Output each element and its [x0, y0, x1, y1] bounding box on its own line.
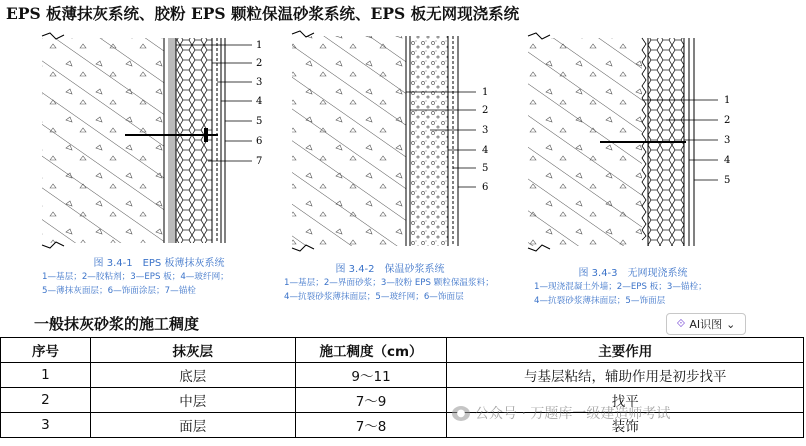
figure-1-caption: 图 3.4-1 EPS 板薄抹灰系统 — [93, 258, 225, 269]
table-header-row — [1, 338, 804, 363]
fig1-callout: 1 — [256, 40, 263, 51]
fig3-callout: 2 — [724, 115, 731, 126]
fig2-callout: 2 — [482, 105, 489, 116]
figure-2-legend-line: 1—基层；2—界面砂浆；3—胶粉 EPS 颗粒保温浆料； — [284, 278, 494, 288]
table-cell: 7～8 — [295, 413, 447, 438]
header-cell: 序号 — [1, 338, 91, 363]
watermark-text: 公众号 · 万题库一级建造师考试 — [475, 406, 671, 422]
watermark — [452, 403, 670, 423]
table-cell: 面层 — [90, 413, 295, 438]
fig3-callout: 5 — [724, 175, 731, 186]
ai-sparkle-icon: ⟐ — [676, 317, 686, 330]
table-cell: 找平 — [447, 388, 804, 413]
fig1-callout: 6 — [256, 136, 263, 147]
figure-1-legend-line: 5—薄抹灰面层；6—饰面涂层；7—锚栓 — [42, 286, 196, 296]
chevron-down-icon: ⌄ — [726, 317, 736, 331]
header-cell: 施工稠度（cm） — [295, 338, 447, 363]
figure-1-legend-line: 1—基层；2—胶粘剂；3—EPS 板；4—玻纤网； — [42, 272, 229, 282]
fig1-callout: 5 — [256, 116, 263, 127]
table-cell: 1 — [1, 363, 91, 388]
fig3-callout: 3 — [724, 135, 731, 146]
fig2-callout: 4 — [482, 145, 489, 156]
table-cell: 装饰 — [447, 413, 804, 438]
header-cell: 抹灰层 — [90, 338, 295, 363]
table-row — [1, 363, 804, 388]
fig3-callout: 1 — [724, 95, 731, 106]
figure-3-diagram — [528, 33, 730, 251]
figure-3-legend-line: 4—抗裂砂浆薄抹面层；5—饰面层 — [534, 296, 666, 306]
fig1-callout: 2 — [256, 58, 263, 69]
fig1-callout: 7 — [256, 156, 263, 167]
fig2-callout: 5 — [482, 163, 489, 174]
table-row — [1, 388, 804, 413]
figure-1-diagram — [42, 33, 262, 248]
table-cell: 与基层粘结，辅助作用是初步找平 — [447, 363, 804, 388]
wechat-icon: ● — [452, 406, 470, 421]
ai-recognize-button[interactable] — [666, 313, 746, 335]
section-subtitle: 一般抹灰砂浆的施工稠度 — [34, 315, 200, 333]
header-cell: 主要作用 — [447, 338, 804, 363]
plaster-consistency-table — [0, 337, 804, 438]
figure-2-caption: 图 3.4-2 保温砂浆系统 — [335, 264, 445, 275]
table-cell: 7～9 — [295, 388, 447, 413]
table-cell: 2 — [1, 388, 91, 413]
page-title: EPS 板薄抹灰系统、胶粉 EPS 颗粒保温砂浆系统、EPS 板无网现浇系统 — [6, 4, 520, 23]
fig1-callout: 4 — [256, 96, 263, 107]
fig1-callout: 3 — [256, 77, 263, 88]
figure-3-legend-line: 1—现浇混凝土外墙；2—EPS 板；3—锚栓； — [534, 282, 707, 292]
figure-2-diagram — [292, 31, 488, 251]
fig3-callout: 4 — [724, 155, 731, 166]
fig2-callout: 6 — [482, 182, 489, 193]
table-cell: 中层 — [90, 388, 295, 413]
ai-button-label: AI识图 — [689, 318, 723, 331]
table-row — [1, 413, 804, 438]
fig2-callout: 3 — [482, 125, 489, 136]
fig2-callout: 1 — [482, 87, 489, 98]
figure-3-caption: 图 3.4-3 无网现浇系统 — [578, 268, 688, 279]
table-cell: 3 — [1, 413, 91, 438]
table-cell: 底层 — [90, 363, 295, 388]
figure-2-legend-line: 4—抗裂砂浆薄抹面层；5—玻纤网；6—饰面层 — [284, 292, 464, 302]
table-cell: 9～11 — [295, 363, 447, 388]
